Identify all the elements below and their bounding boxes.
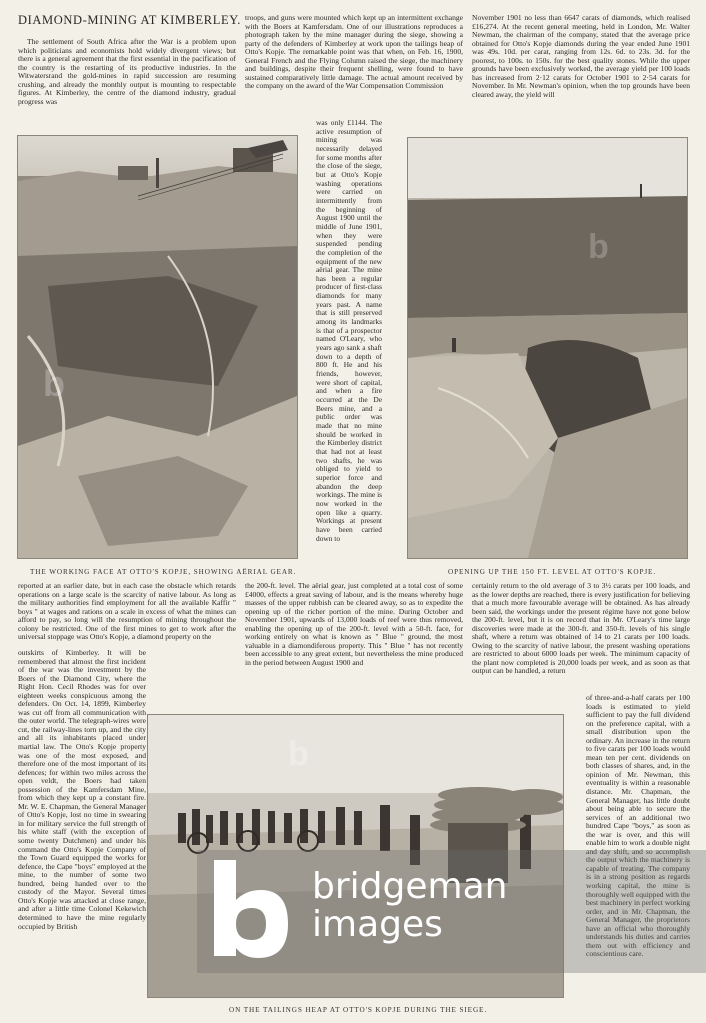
article-title: DIAMOND-MINING AT KIMBERLEY. xyxy=(18,13,241,27)
text-column-2-lower xyxy=(245,582,463,710)
text-column-1-narrow xyxy=(18,649,146,1017)
quarry-photo-2 xyxy=(408,138,687,558)
watermark-brand-line-2: images xyxy=(312,904,443,945)
watermark-b: b xyxy=(43,363,65,404)
caption-photo-3: ON THE TAILINGS HEAP AT OTTO'S KOPJE DURING THE SIEGE. xyxy=(229,1006,488,1014)
quarry-photo-1 xyxy=(18,136,297,558)
text-column-1-top xyxy=(18,38,236,118)
caption-photo-2: OPENING UP THE 150 FT. LEVEL AT OTTO'S KOPJE. xyxy=(448,568,657,576)
paragraph: The settlement of South Africa after the War is a problem upon which politicians and economists hold widely divergent views; but there is a general agreement that the first essential in the pacification of the country is the restarting of its productive industries. In the Witwatersrand the gold-mines in rapid succession are resuming crushing, and already the monthly output is mounting to respectable figures. At Kimberley, the centre of the diamond industry, gradual progress was xyxy=(18,38,236,106)
photo-opening-level xyxy=(407,137,688,559)
paragraph: reported at an earlier date, but in each case the obstacle which retards operations on a large scale is the scarcity of native labour. As long as the military authorities find employment for all the available Kaffir " boys " at wages and rations on a scale in excess of what the mines can afford to pay, so long will the resumption of mining throughout the colony be restricted. One of the first mines to get to work after the universal stoppage was Otto's Kopje, a diamond property on the xyxy=(18,582,236,642)
paragraph: of three-and-a-half carats per 100 loads is estimated to yield sufficient to pay the full dividend on the preference capital, with a small distribution upon the ordinary. An increase in the return to five carats per 100 loads would mean ten per cent. dividends on both classes of shares, and, in the opinion of Mr. Newman, this eventuality is within a reasonable distance. Mr. Chapman, the General Manager, has little doubt about being able to secure the services of an additional two hundred Cape "boys," as soon as the war is over, and this will enable him to work a double night and day shift, and so accomplish the output which the machinery is capable of treating. The company is in a strong position as regards working capital, the mine is thoroughly well equipped with the best machinery in perfect working order, and in Mr. Chapman, the General Manager, the proprietors have an official who thoroughly understands his duties and carries them out with efficiency and conscientious care. xyxy=(586,694,690,959)
paragraph-continued: outskirts of Kimberley. It will be remembered that almost the first incident of the war was the investment by the Boers of the Diamond City, where the Right Hon. Cecil Rhodes was for over eighteen weeks conspicuous among the defenders. On Oct. 14, 1899, Kimberley was cut off from all communication with the outer world. The telegraph-wires were cut, the railway-lines torn up, and the city and all its inhabitants placed under martial law. The Otto's Kopje property was one of the most exposed, and therefore one of the most important of its defences; for within two miles across the open veldt, the Boers had taken possession of the Kamfersdam Mine, from which they kept up a constant fire. Mr. W. E. Chapman, the General Manager of Otto's Kopje, lost no time in swearing in for military service the full strength of his white staff (with the exception of some twenty Dutchmen) and under his command the Otto's Kopje Company of the Town Guard equipped the works for defence, the Cape "boys" employed at the mine, to the number of some two hundred, being handed over to the custody of the Mayor. Several times Otto's Kopje was attacked at close range, and after a little time Colonel Kekewich determined to have the mine regularly occupied by British xyxy=(18,649,146,931)
paragraph: troops, and guns were mounted which kept up an intermittent exchange with the Boers at Kamfersdam. One of our illustrations reproduces a photograph taken by the mine manager during the siege, showing a party of the defenders of Kimberley at work upon the tailings heap of Otto's Kopje. The remarkable point was that when, on Feb. 16, 1900, General French and the Flying Column raised the siege, the machinery and buildings, despite their frequent shelling, were found to have sustained comparatively little damage. The actual amount received by the company on the award of the War Compensation Commission xyxy=(245,14,463,91)
watermark-brand-line-1: bridgeman xyxy=(312,866,508,907)
paragraph: the 200-ft. level. The aërial gear, just completed at a total cost of some £4000, effects a great saving of labour, and is the means whereby huge masses of the upper rubbish can be cleared away, so as to expedite the opening up of the richer portion of the mine. During October and November 1901, upwards of 13,000 loads of reef were thus removed, enabling the opening up of the 200-ft. level with a 50-ft. face, for working entirely on what is known as " Blue " ground, the most valuable in a diamondiferous property. This " Blue " has not recently been accessible to any great extent, but nevertheless the mine produced in the period between August 1900 and xyxy=(245,582,463,667)
watermark-b: b xyxy=(588,228,609,266)
text-column-1-lower xyxy=(18,582,236,648)
text-column-3-lower xyxy=(472,582,690,692)
paragraph: certainly return to the old average of 3 to 3½ carats per 100 loads, and as the lower depths are reached, there is every justification for believing that a much more favourable average will be obtained. As has already been said, the workings under the present régime have not gone below the 200-ft. level, but it is on record that in Mr. O'Leary's time large discoveries were made at the 300-ft. and 350-ft. levels of his single shaft, where a return was obtained of 14 to 21 carats per 100 loads. Owing to the scarcity of native labour, the present washing operations are restricted to about 6000 loads per week. The minimum capacity of the plant now completed is 20,000 loads per week, and as soon as that output can be handled, a return xyxy=(472,582,690,676)
text-column-3-top xyxy=(472,14,690,118)
paragraph: November 1901 no less than 6647 carats of diamonds, which realised £16,274. At the recent general meeting, held in London, Mr. Walter Newman, the chairman of the company, stated that the average price obtained for Otto's Kopje diamonds during the year ended June 1901 was 49s. 10d. per carat, ranging from 12s. 6d. to 23s. 3d. for the poorest, to 100s. to 150s. for the best quality stones. While the upper grounds have been exclusively worked, the average yield per 100 loads has increased from 2·12 carats for October 1901 to 2·54 carats for November. In Mr. Newman's opinion, when the top grounds have been cleared away, the yield will xyxy=(472,14,690,99)
photo-working-face xyxy=(17,135,298,559)
caption-photo-1: THE WORKING FACE AT OTTO'S KOPJE, SHOWING AËRIAL GEAR. xyxy=(30,568,297,576)
watermark-b: b xyxy=(288,735,309,773)
text-column-middle xyxy=(316,119,382,584)
text-column-2-top xyxy=(245,14,463,118)
bridgeman-logo-icon xyxy=(206,856,292,962)
paragraph: was only £1144. The active resumption of mining was necessarily delayed for some months after the close of the siege, but at Otto's Kopje washing operations were carried on intermittently from the beginning of August 1900 until the middle of June 1901, when they were suspended pending the completion of the equipment of the new aërial gear. The mine has been a regular producer of first-class diamonds for many years past. A name that is still preserved among its landmarks is that of a prospector named O'Leary, who years ago sank a shaft down to a depth of 800 ft. He and his friends, however, were short of capital, and when a fire occurred at the De Beers mine, and a public order was made that no mine should be worked in the Kimberley district that had not at least two shafts, he was obliged to yield to superior force and abandon the deep workings. The mine is now worked in the open like a quarry. Workings at present have been carried down to xyxy=(316,119,382,543)
